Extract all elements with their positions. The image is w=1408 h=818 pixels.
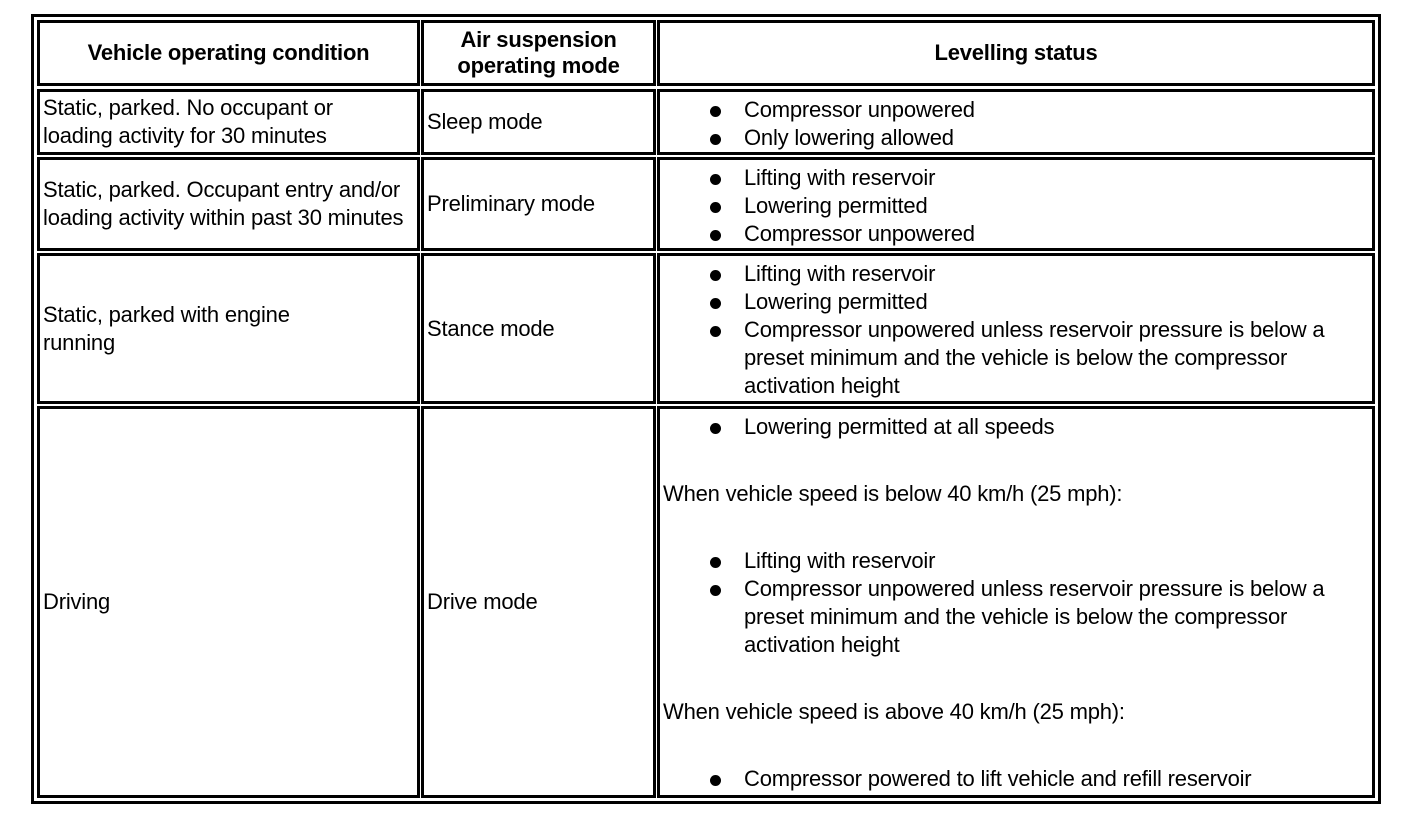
bullet-text: Lifting with reservoir <box>744 261 936 286</box>
list-item <box>660 96 1372 124</box>
row-drive-mode <box>421 406 656 798</box>
list-item <box>660 124 1372 152</box>
bullet-icon <box>710 298 721 309</box>
bullet-text: Compressor unpowered unless reservoir pressure is below a preset minimum and the vehicle is below the compressor activation height <box>744 576 1325 657</box>
row-sleep-status <box>657 89 1375 155</box>
speed-above-heading: When vehicle speed is above 40 km/h (25 mph): <box>663 699 1125 724</box>
bullet-text: Compressor unpowered unless reservoir pressure is below a preset minimum and the vehicle is below the compressor activation height <box>744 317 1325 398</box>
header-status <box>657 20 1375 86</box>
row-stance-condition <box>37 253 420 404</box>
row-preliminary-condition <box>37 157 420 251</box>
row-sleep-condition <box>37 89 420 155</box>
bullet-text: Lifting with reservoir <box>744 548 936 573</box>
list-item <box>660 220 1372 248</box>
header-condition <box>37 20 420 86</box>
row-sleep-mode <box>421 89 656 155</box>
list-item <box>660 192 1372 220</box>
row-drive-status <box>657 406 1375 798</box>
bullet-icon <box>710 585 721 596</box>
bullet-icon <box>710 230 721 241</box>
bullet-text: Lowering permitted <box>744 193 928 218</box>
list-item <box>660 288 1352 316</box>
bullet-text: Only lowering allowed <box>744 125 954 150</box>
row-preliminary-status <box>657 157 1375 251</box>
cell-text: Driving <box>43 589 111 614</box>
row-stance-status <box>657 253 1375 404</box>
list-item <box>660 547 1352 575</box>
cell-text: Stance mode <box>427 315 555 341</box>
bullet-icon <box>710 134 721 145</box>
cell-text: Static, parked. No occupant or loading activity for 30 minutes <box>43 95 333 148</box>
bullet-icon <box>710 202 721 213</box>
header-mode <box>421 20 656 86</box>
cell-text: Static, parked. Occupant entry and/or loading activity within past 30 minutes <box>43 177 404 230</box>
bullet-icon <box>710 106 721 117</box>
bullet-text: Lowering permitted <box>744 289 928 314</box>
row-stance-mode <box>421 253 656 404</box>
row-preliminary-mode <box>421 157 656 251</box>
bullet-text: Compressor unpowered <box>744 97 975 122</box>
header-status-label: Levelling status <box>934 40 1098 65</box>
header-mode-label: Air suspension operating mode <box>457 27 620 78</box>
cell-text: Sleep mode <box>427 109 543 134</box>
cell-text: Drive mode <box>427 589 538 614</box>
bullet-text: Compressor powered to lift vehicle and refill reservoir <box>744 766 1252 791</box>
bullet-text: Compressor unpowered <box>744 221 975 246</box>
cell-text: Static, parked with engine running <box>43 301 290 355</box>
list-item <box>660 765 1352 793</box>
list-item <box>660 260 1352 288</box>
list-item <box>660 413 1352 441</box>
bullet-text: Lowering permitted at all speeds <box>744 414 1055 439</box>
bullet-text: Lifting with reservoir <box>744 165 936 190</box>
row-drive-condition <box>37 406 420 798</box>
speed-below-heading: When vehicle speed is below 40 km/h (25 mph): <box>663 481 1123 506</box>
bullet-icon <box>710 174 721 185</box>
list-item <box>660 164 1372 192</box>
bullet-icon <box>710 775 721 786</box>
bullet-icon <box>710 270 721 281</box>
bullet-icon <box>710 557 721 568</box>
header-condition-label: Vehicle operating condition <box>87 40 370 65</box>
bullet-icon <box>710 326 721 337</box>
list-item <box>660 316 1352 400</box>
list-item <box>660 575 1352 659</box>
cell-text: Preliminary mode <box>427 191 595 216</box>
bullet-icon <box>710 423 721 434</box>
